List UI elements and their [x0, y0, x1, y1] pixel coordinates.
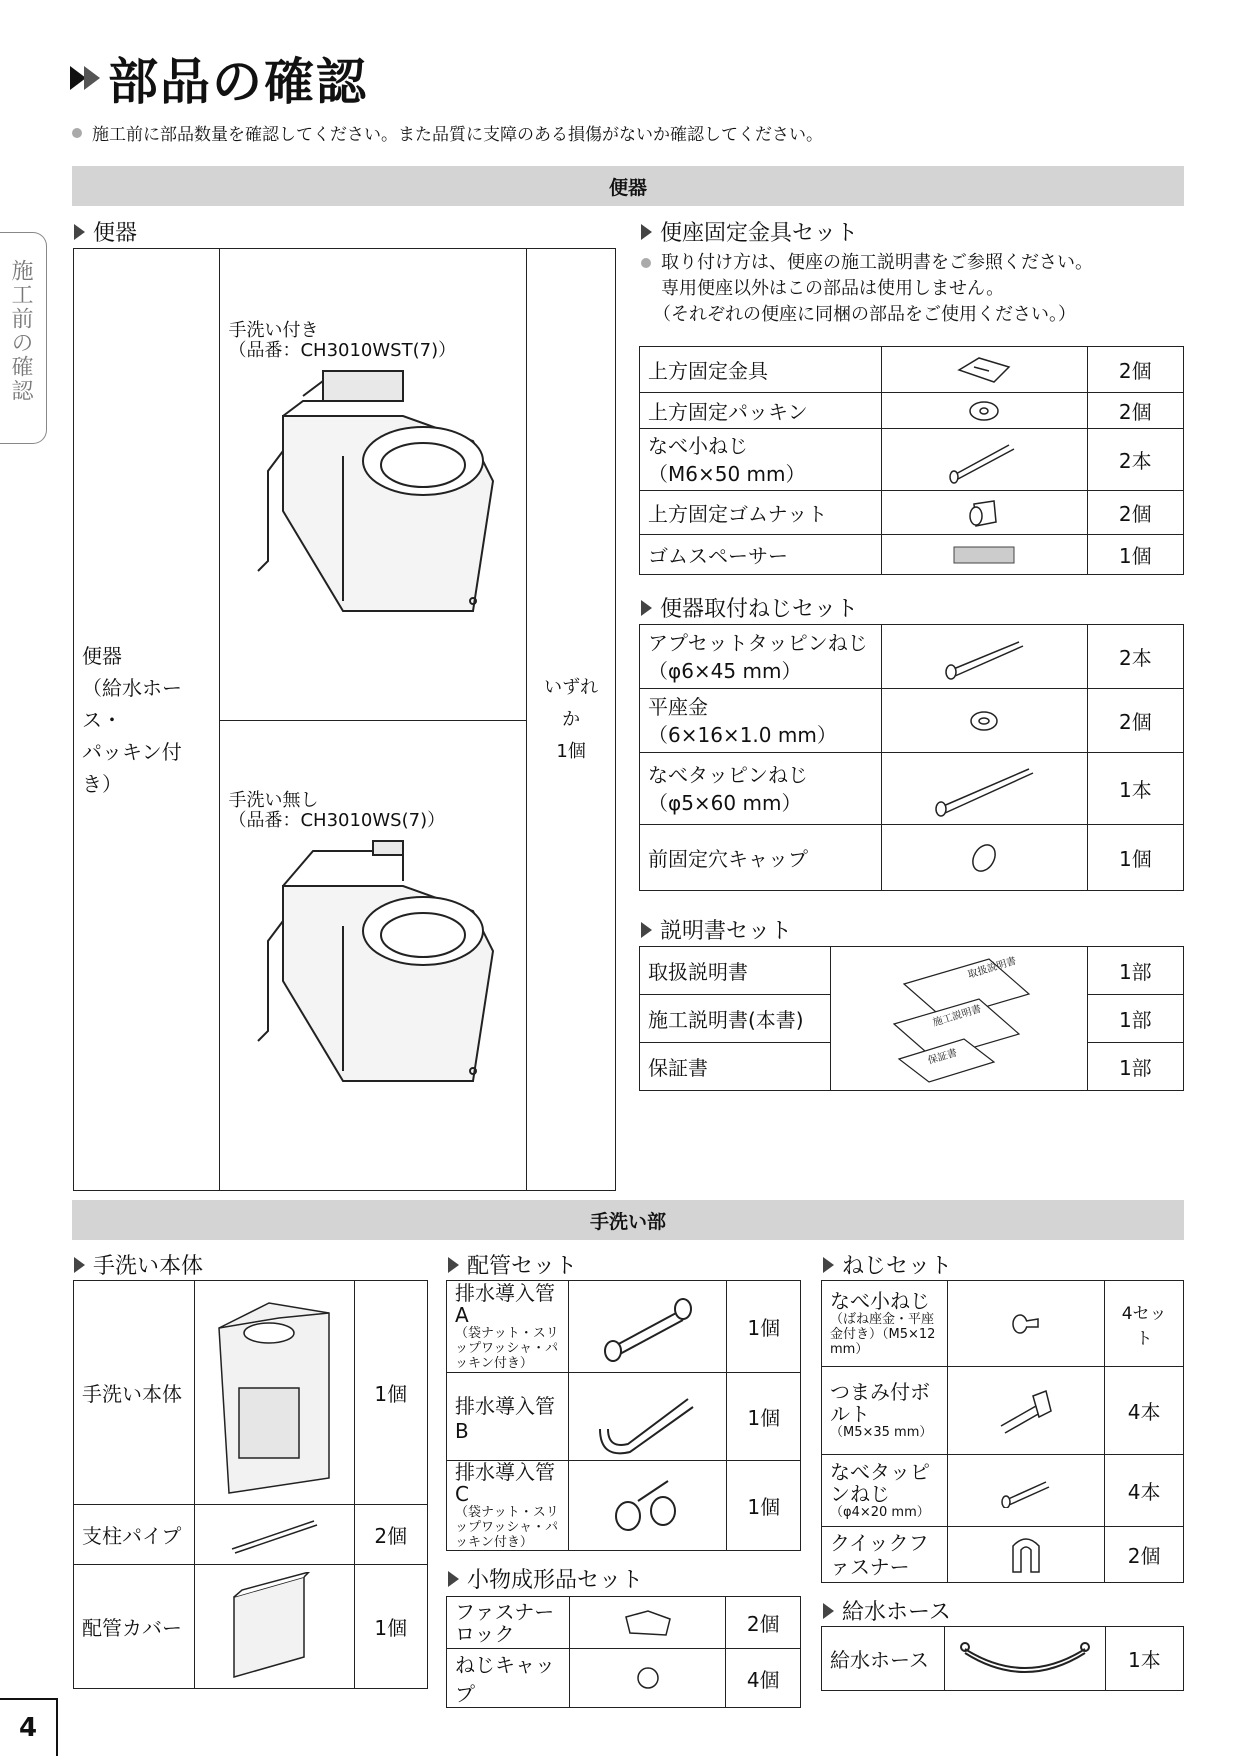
part-sub: （M6×50 mm） [648, 461, 806, 486]
part-sub: （ばね座金・平座金付き）（M5×12 mm） [830, 1312, 936, 1357]
bullet-icon [72, 128, 82, 138]
heading-arrow-icon [448, 1257, 459, 1273]
part-sub: （袋ナット・スリップワッシャ・パッキン付き） [455, 1326, 559, 1371]
hole-cap-icon [881, 825, 1087, 891]
table-row [447, 1281, 801, 1373]
part-name: なべ小ねじ [648, 433, 748, 458]
part-qty: 2個 [1087, 491, 1183, 535]
bowl-item-note-1: （給水ホース・ [82, 675, 182, 732]
heading-arrow-icon [448, 1571, 459, 1587]
part-qty: 1個 [1087, 535, 1183, 575]
part-name: 配管カバー [74, 1565, 195, 1689]
section-bar-label: 手洗い部 [589, 1210, 666, 1233]
part-qty: 4個 [726, 1649, 801, 1708]
manuals-heading [641, 914, 792, 945]
long-screw-icon [881, 753, 1087, 825]
part-qty: 1個 [727, 1461, 801, 1551]
section-bar-label: 便器 [608, 176, 647, 199]
variant-a-model: （品番：CH3010WST(7)） [228, 340, 457, 361]
part-name-cell [822, 1281, 948, 1367]
part-name-cell [447, 1461, 569, 1551]
heading-arrow-icon [823, 1257, 834, 1273]
seat-bracket-note-3: （それぞれの便座に同梱の部品をご使用ください。） [653, 304, 1076, 325]
table-row [822, 1367, 1184, 1455]
part-sub: （M5×35 mm） [830, 1425, 933, 1440]
part-name-cell [640, 689, 882, 753]
part-qty: 1個 [727, 1281, 801, 1373]
part-qty: 2個 [1105, 1527, 1184, 1583]
side-tab [0, 232, 47, 444]
seat-bracket-heading-text: 便座固定金具セット [660, 221, 859, 246]
bowl-qty-2: 1個 [556, 740, 586, 762]
page-number [0, 1698, 58, 1756]
part-qty: 2個 [1087, 393, 1183, 429]
piping-heading-text: 配管セット [467, 1254, 578, 1279]
small-parts-heading [448, 1563, 643, 1594]
hose-heading [823, 1595, 951, 1626]
part-qty: 2個 [1087, 347, 1183, 393]
booklet-label-3: 保証書 [926, 1047, 959, 1067]
variant-b-name: 手洗い無し [228, 790, 319, 811]
table-row [640, 825, 1184, 891]
part-name: 排水導入管B [447, 1373, 569, 1461]
table-row [640, 625, 1184, 689]
part-qty: 1個 [354, 1281, 427, 1505]
part-name-cell [822, 1455, 948, 1527]
heading-arrow-icon [823, 1603, 834, 1619]
part-name: クイックファスナー [822, 1527, 948, 1583]
part-sub: （φ6×45 mm） [648, 658, 802, 683]
seat-bracket-notes [641, 250, 1093, 328]
mount-screws-table [639, 624, 1184, 891]
handwash-body-heading [74, 1249, 203, 1280]
bowl-heading [74, 216, 137, 247]
bowl-qty-1: いずれか [544, 676, 599, 730]
part-name-cell [640, 625, 882, 689]
part-name-cell [822, 1367, 948, 1455]
variant-a-cell [220, 249, 527, 721]
table-row [822, 1455, 1184, 1527]
table-row [74, 1565, 428, 1689]
flat-washer-icon [881, 689, 1087, 753]
part-name: 排水導入管A [455, 1281, 555, 1327]
manuals-heading-text: 説明書セット [660, 919, 793, 944]
manuals-table [639, 946, 1184, 1091]
hose-table [821, 1626, 1184, 1691]
booklet-label-2: 施工説明書 [931, 1003, 983, 1029]
part-sub: （6×16×1.0 mm） [648, 722, 837, 747]
variant-a-name: 手洗い付き [228, 320, 319, 341]
drain-pipe-c-icon [568, 1461, 727, 1551]
part-name: つまみ付ボルト [830, 1380, 930, 1426]
seat-bracket-table [639, 346, 1184, 575]
handwash-body-table [73, 1280, 428, 1689]
table-row [74, 1505, 428, 1565]
table-row [822, 1527, 1184, 1583]
small-screw-icon [948, 1281, 1105, 1367]
table-row [447, 1461, 801, 1551]
page-number-text: 4 [18, 1713, 38, 1743]
table-row [822, 1627, 1184, 1691]
part-qty: 4セット [1105, 1281, 1184, 1367]
part-qty: 2個 [354, 1505, 427, 1565]
pipe-cover-icon [194, 1565, 354, 1689]
side-tab-label: 施工前の確認 [8, 259, 33, 403]
table-row [74, 1281, 428, 1505]
table-row [640, 347, 1184, 393]
fastener-lock-icon [570, 1597, 726, 1649]
table-row [447, 1373, 801, 1461]
bowl-heading-text: 便器 [93, 221, 138, 246]
heading-arrow-icon [641, 600, 652, 616]
part-qty: 2本 [1087, 625, 1183, 689]
tapping-screw-icon [881, 625, 1087, 689]
part-qty: 4本 [1105, 1367, 1184, 1455]
heading-arrow-icon [641, 224, 652, 240]
mount-screws-heading [641, 592, 858, 623]
table-row [640, 753, 1184, 825]
small-parts-heading-text: 小物成形品セット [467, 1568, 644, 1593]
washer-icon [881, 393, 1087, 429]
bracket-icon [881, 347, 1087, 393]
rubber-nut-icon [881, 491, 1087, 535]
heading-arrow-icon [74, 224, 85, 240]
spacer-icon [881, 535, 1087, 575]
knob-bolt-icon [948, 1367, 1105, 1455]
part-sub: （袋ナット・スリップワッシャ・パッキン付き） [455, 1505, 559, 1550]
manual-qty: 1部 [1087, 947, 1183, 995]
heading-arrow-icon [641, 922, 652, 938]
part-name: なべタッピンねじ [830, 1460, 930, 1506]
intro-note [72, 120, 823, 145]
screws-heading-text: ねじセット [842, 1254, 953, 1279]
table-row [822, 1281, 1184, 1367]
piping-heading [448, 1249, 577, 1280]
part-qty: 2本 [1087, 429, 1183, 491]
supply-hose-icon [945, 1627, 1106, 1691]
part-name: ねじキャップ [447, 1649, 570, 1708]
part-name: 上方固定金具 [640, 347, 882, 393]
manual-qty: 1部 [1087, 1043, 1183, 1091]
part-name: 手洗い本体 [74, 1281, 195, 1505]
part-qty: 2個 [726, 1597, 801, 1649]
tapping-screw-small-icon [948, 1455, 1105, 1527]
handwash-body-heading-text: 手洗い本体 [93, 1254, 204, 1279]
table-row [640, 491, 1184, 535]
part-name: ファスナーロック [447, 1597, 570, 1649]
part-name: なべタッピンねじ [648, 762, 808, 787]
seat-bracket-note-2: 専用便座以外はこの部品は使用しません。 [661, 278, 1005, 299]
part-name: なべ小ねじ [830, 1289, 930, 1313]
manual-name: 取扱説明書 [640, 947, 831, 995]
part-qty: 4本 [1105, 1455, 1184, 1527]
toilet-with-handwash-icon [243, 361, 503, 631]
section-bar-handwash [72, 1200, 1184, 1240]
booklet-label-1: 取扱説明書 [966, 955, 1018, 981]
table-row [447, 1597, 801, 1649]
page-title-block [70, 42, 368, 114]
piping-table [446, 1280, 801, 1551]
drain-pipe-b-icon [568, 1373, 727, 1461]
bowl-name-cell [74, 249, 220, 1191]
table-row [640, 535, 1184, 575]
part-name: 上方固定パッキン [640, 393, 882, 429]
support-pipe-icon [194, 1505, 354, 1565]
part-name: 前固定穴キャップ [640, 825, 882, 891]
part-qty: 1本 [1087, 753, 1183, 825]
bowl-table [73, 248, 616, 1191]
table-row [640, 947, 1184, 995]
drain-pipe-a-icon [568, 1281, 727, 1373]
part-name: 排水導入管C [455, 1460, 555, 1506]
page-title: 部品の確認 [108, 53, 368, 111]
manual-name: 施工説明書(本書) [640, 995, 831, 1043]
screws-table [821, 1280, 1184, 1583]
bowl-qty-cell [527, 249, 616, 1191]
hose-heading-text: 給水ホース [842, 1600, 951, 1625]
part-qty: 1本 [1105, 1627, 1183, 1691]
part-name-cell [640, 429, 882, 491]
table-row [640, 393, 1184, 429]
screw-cap-icon [570, 1649, 726, 1708]
seat-bracket-note-1: 取り付け方は、便座の施工説明書をご参照ください。 [661, 252, 1093, 273]
handwash-unit-icon [194, 1281, 354, 1505]
part-name: ゴムスペーサー [640, 535, 882, 575]
heading-arrow-icon [74, 1257, 85, 1273]
table-row [447, 1649, 801, 1708]
small-parts-table [446, 1596, 801, 1708]
part-name-cell [640, 753, 882, 825]
part-name: 支柱パイプ [74, 1505, 195, 1565]
table-row [640, 429, 1184, 491]
bowl-item-note-2: パッキン付き） [82, 739, 182, 796]
screws-heading [823, 1249, 952, 1280]
part-sub: （φ5×60 mm） [648, 790, 802, 815]
part-sub: （φ4×20 mm） [830, 1505, 930, 1520]
toilet-without-handwash-icon [243, 831, 503, 1101]
section-bar-toilet [72, 166, 1184, 206]
part-qty: 1個 [1087, 825, 1183, 891]
part-name-cell [447, 1281, 569, 1373]
part-qty: 2個 [1087, 689, 1183, 753]
part-name: 平座金 [648, 694, 708, 719]
variant-b-cell [220, 721, 527, 1191]
screw-icon [881, 429, 1087, 491]
bowl-item-name: 便器 [82, 643, 122, 668]
mount-screws-heading-text: 便器取付ねじセット [660, 597, 859, 622]
manual-qty: 1部 [1087, 995, 1183, 1043]
part-name: 給水ホース [822, 1627, 945, 1691]
variant-b-model: （品番：CH3010WS(7)） [228, 810, 446, 831]
manuals-booklets-icon [831, 947, 1087, 1091]
table-row [640, 689, 1184, 753]
bullet-icon [641, 258, 651, 268]
part-name: アプセットタッピンねじ [648, 630, 868, 655]
quick-fastener-icon [948, 1527, 1105, 1583]
part-qty: 1個 [727, 1373, 801, 1461]
manual-name: 保証書 [640, 1043, 831, 1091]
part-name: 上方固定ゴムナット [640, 491, 882, 535]
intro-text: 施工前に部品数量を確認してください。また品質に支障のある損傷がないか確認してください。 [92, 125, 823, 145]
seat-bracket-heading [641, 216, 858, 247]
title-arrows-icon [70, 66, 100, 90]
part-qty: 1個 [354, 1565, 427, 1689]
